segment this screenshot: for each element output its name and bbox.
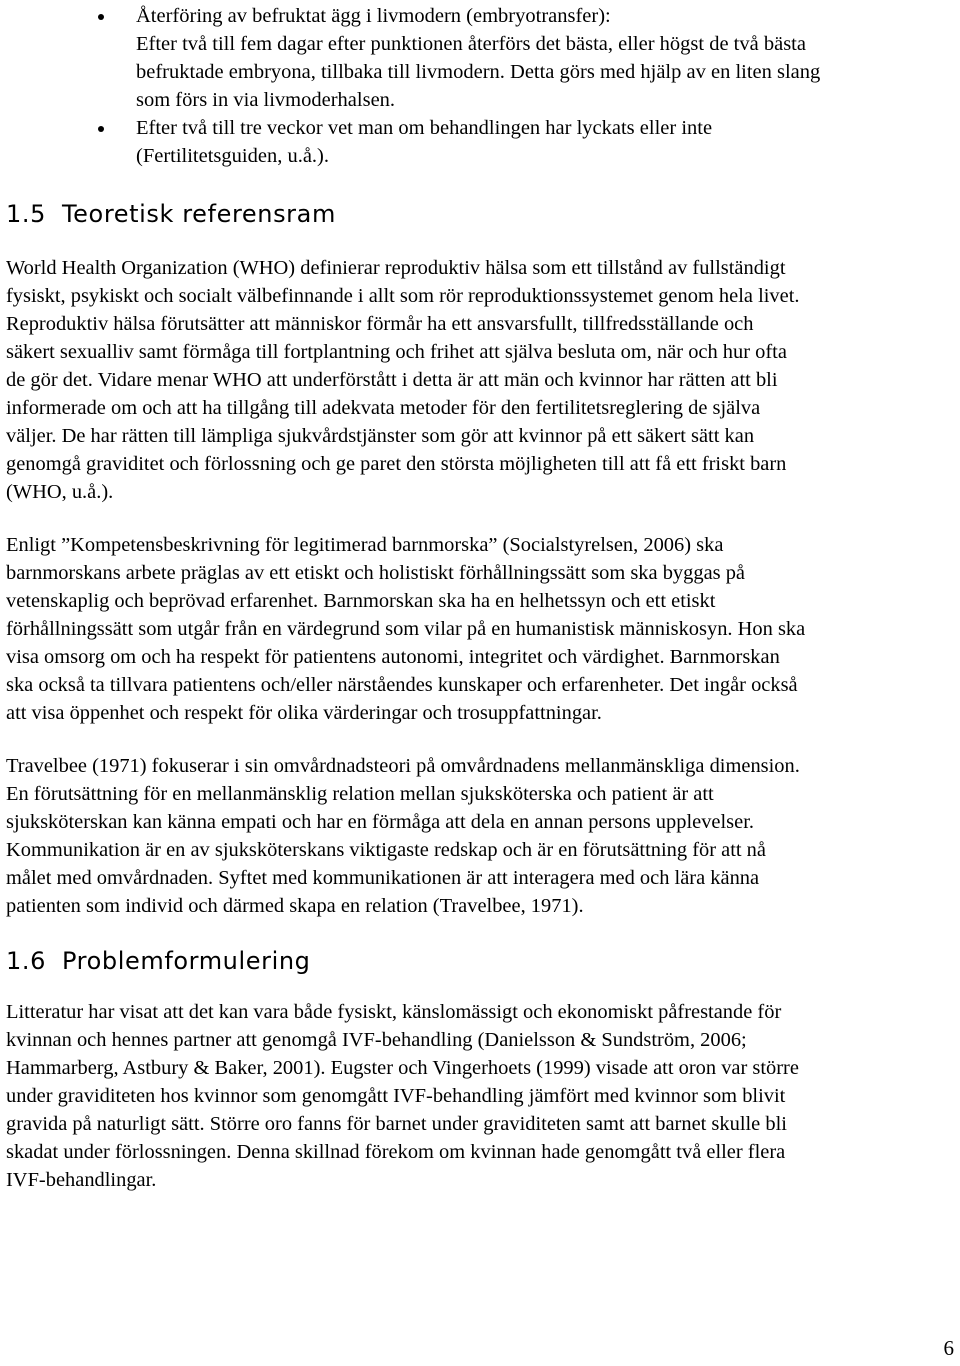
text-line: (WHO, u.å.).: [6, 481, 114, 503]
text-line: väljer. De har rätten till lämpliga sjukvårdstjänster som gör att kvinnor på ett säkert sätt kan: [6, 425, 755, 447]
bullet-dot-icon: [98, 14, 104, 20]
bullet-line: (Fertilitetsguiden, u.å.).: [136, 145, 329, 167]
bullet-list: [98, 2, 960, 170]
bullet-line: befruktade embryona, tillbaka till livmodern. Detta görs med hjälp av en liten slang: [136, 61, 821, 83]
bullet-dot-icon: [98, 126, 104, 132]
text-line: Kommunikation är en av sjuksköterskans viktigaste redskap och är en förutsättning för att nå: [6, 839, 766, 861]
text-line: förhållningssätt som utgår från en värdegrund som vilar på en humanistisk människosyn. Hon ska: [6, 618, 806, 640]
text-line: Hammarberg, Astbury & Baker, 2001). Eugster och Vingerhoets (1999) visade att oron var större: [6, 1057, 799, 1079]
text-line: genomgå graviditet och förlossning och ge paret den största möjligheten till att få ett friskt barn: [6, 453, 787, 475]
text-line: En förutsättning för en mellanmänsklig relation mellan sjuksköterska och patient är att: [6, 783, 714, 805]
section-title: Problemformulering: [62, 947, 311, 975]
text-line: sjuksköterskan kan känna empati och har en förmåga att dela en annan persons upplevelser.: [6, 811, 754, 833]
text-line: kvinnan och hennes partner att genomgå IVF-behandling (Danielsson & Sundström, 2006;: [6, 1029, 747, 1051]
bullet-line: Efter två till tre veckor vet man om behandlingen har lyckats eller inte: [136, 117, 713, 139]
bullet-item-result: [98, 114, 960, 170]
paragraph-kompetensbeskrivning: [6, 531, 960, 727]
paragraph-travelbee: [6, 752, 960, 920]
text-line: vetenskaplig och beprövad erfarenhet. Barnmorskan ska ha en helhetssyn och ett etiskt: [6, 590, 716, 612]
page-number: 6: [943, 1336, 954, 1360]
section-number: 1.6: [6, 947, 46, 975]
text-line: patienten som individ och därmed skapa en relation (Travelbee, 1971).: [6, 895, 584, 917]
text-line: informerade om och att ha tillgång till adekvata metoder för den fertilitetsreglering de själva: [6, 397, 761, 419]
text-line: Reproduktiv hälsa förutsätter att människor förmår ha ett ansvarsfullt, tillfredsställande och: [6, 313, 754, 335]
bullet-line: Återföring av befruktat ägg i livmodern (embryotransfer):: [136, 5, 611, 27]
section-number: 1.5: [6, 200, 46, 228]
text-line: skadat under förlossningen. Denna skillnad förekom om kvinnan hade genomgått två eller flera: [6, 1141, 786, 1163]
text-line: Litteratur har visat att det kan vara både fysiskt, känslomässigt och ekonomiskt påfrestande för: [6, 1001, 782, 1023]
text-line: World Health Organization (WHO) definierar reproduktiv hälsa som ett tillstånd av fullständigt: [6, 257, 786, 279]
section-title: Teoretisk referensram: [62, 200, 336, 228]
text-line: ska också ta tillvara patientens och/eller närståendes kunskaper och erfarenheter. Det ingår också: [6, 674, 798, 696]
text-line: fysiskt, psykiskt och socialt välbefinnande i allt som rör reproduktionssystemet genom hela livet.: [6, 285, 800, 307]
bullet-item-embryotransfer: [98, 2, 960, 114]
text-line: IVF-behandlingar.: [6, 1169, 157, 1191]
bullet-line: som förs in via livmoderhalsen.: [136, 89, 396, 111]
text-line: de gör det. Vidare menar WHO att underförstått i detta är att män och kvinnor har rätten att bli: [6, 369, 778, 391]
text-line: målet med omvårdnaden. Syftet med kommunikationen är att interagera med och lära känna: [6, 867, 760, 889]
section-heading-1-6: [6, 946, 311, 976]
text-line: att visa öppenhet och respekt för olika värderingar och trosuppfattningar.: [6, 702, 602, 724]
text-line: visa omsorg om och ha respekt för patientens autonomi, integritet och värdighet. Barnmorskan: [6, 646, 780, 668]
text-line: säkert sexualliv samt förmåga till fortplantning och frihet att själva besluta om, när och hur ofta: [6, 341, 787, 363]
paragraph-who: [6, 254, 960, 506]
text-line: Enligt ”Kompetensbeskrivning för legitimerad barnmorska” (Socialstyrelsen, 2006) ska: [6, 534, 724, 556]
text-line: barnmorskans arbete präglas av ett etiskt och holistiskt förhållningssätt som ska byggas på: [6, 562, 746, 584]
text-line: Travelbee (1971) fokuserar i sin omvårdnadsteori på omvårdnadens mellanmänskliga dimension.: [6, 755, 800, 777]
section-heading-1-5: [6, 199, 336, 229]
paragraph-problemformulering: [6, 998, 960, 1194]
text-line: under graviditeten hos kvinnor som genomgått IVF-behandling jämfört med kvinnor som blivit: [6, 1085, 786, 1107]
text-line: gravida på naturligt sätt. Större oro fanns för barnet under graviditeten samt att barnet skulle bli: [6, 1113, 787, 1135]
bullet-line: Efter två till fem dagar efter punktionen återförs det bästa, eller högst de två bästa: [136, 33, 806, 55]
